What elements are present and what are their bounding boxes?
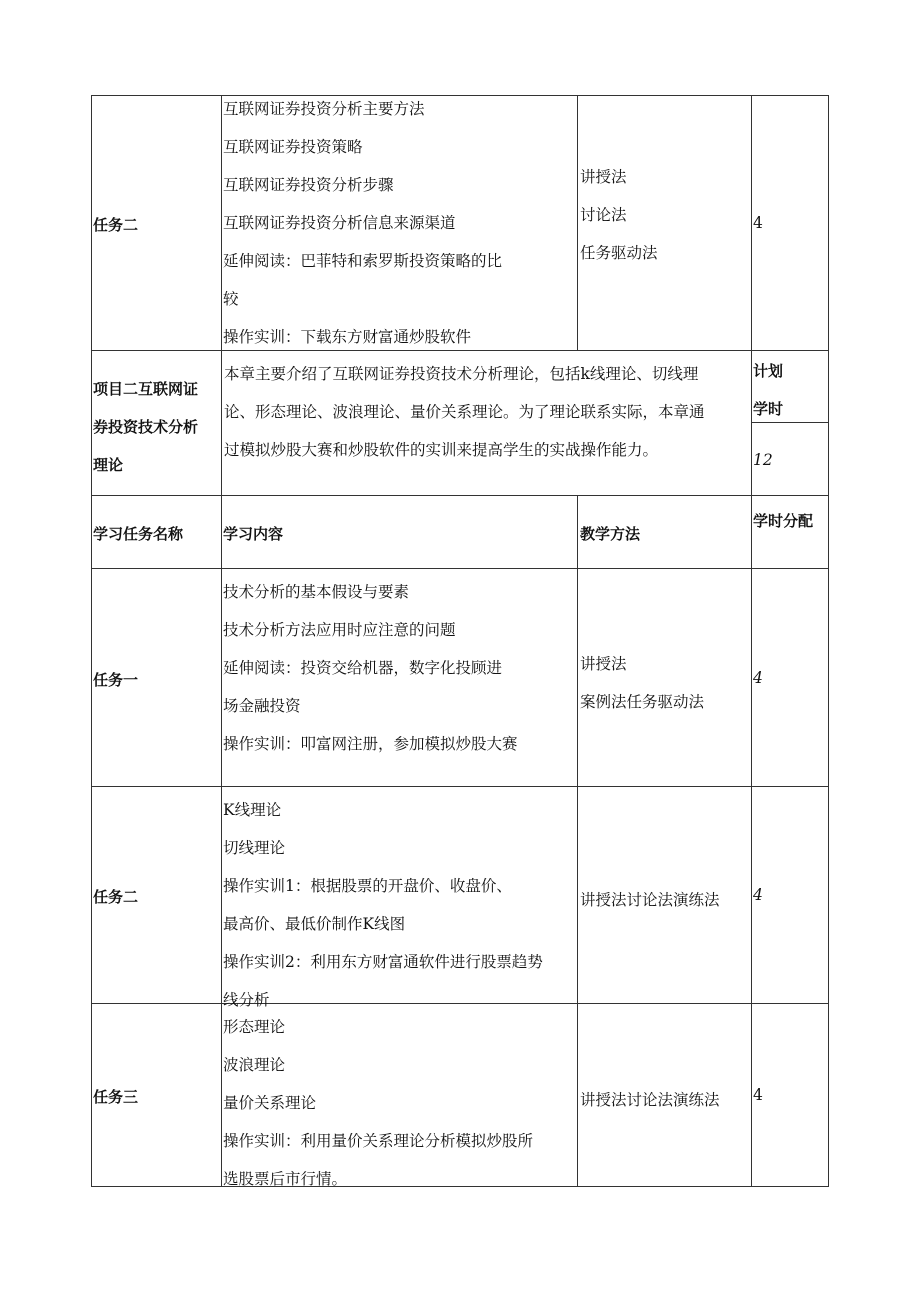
grid-line — [221, 95, 222, 1187]
plan-label-line: 学时 — [753, 400, 784, 418]
task-name-cell: 任务二 — [93, 216, 139, 234]
grid-line — [577, 95, 578, 351]
content-line: 操作实训2：利用东方财富通软件进行股票趋势 — [223, 953, 543, 971]
learning-content-cell — [223, 791, 543, 1019]
task-name-cell: 任务一 — [93, 671, 139, 689]
header-task-name: 学习任务名称 — [93, 525, 184, 543]
content-line: 操作实训1：根据股票的开盘价、收盘价、 — [223, 877, 512, 895]
teaching-method-cell — [580, 1081, 720, 1119]
task-name-cell: 任务二 — [93, 888, 139, 906]
content-line: 最高价、最低价制作K线图 — [223, 915, 406, 933]
content-line: 线分析 — [223, 991, 270, 1009]
grid-line — [91, 95, 92, 1187]
content-line: 互联网证券投资分析主要方法 — [223, 100, 425, 118]
plan-label-line: 计划 — [753, 362, 784, 380]
method-line: 讲授法讨论法演练法 — [580, 891, 720, 909]
method-line: 任务驱动法 — [580, 244, 658, 262]
grid-line — [751, 95, 752, 1187]
teaching-method-cell — [580, 158, 658, 272]
content-line: 技术分析方法应用时应注意的问题 — [223, 621, 456, 639]
method-line: 案例法任务驱动法 — [580, 693, 705, 711]
method-line: 讨论法 — [580, 206, 627, 224]
method-line: 讲授法 — [580, 655, 627, 673]
content-line: 互联网证券投资分析信息来源渠道 — [223, 214, 456, 232]
hours-cell: 4 — [753, 886, 763, 904]
content-line: 操作实训：叩富网注册，参加模拟炒股大赛 — [223, 735, 518, 753]
content-line: 波浪理论 — [223, 1056, 286, 1074]
content-line: 切线理论 — [223, 839, 286, 857]
plan-hours-value: 12 — [753, 451, 773, 469]
teaching-method-cell — [580, 645, 704, 721]
header-hours: 学时分配 — [753, 512, 814, 530]
project-title-cell — [93, 370, 198, 484]
header-method: 教学方法 — [580, 525, 641, 543]
header-content: 学习内容 — [223, 525, 284, 543]
plan-hours-label — [753, 352, 783, 428]
content-line: 技术分析的基本假设与要素 — [223, 583, 410, 601]
description-line: 过模拟炒股大赛和炒股软件的实训来提高学生的实战操作能力。 — [224, 441, 659, 459]
content-line: 操作实训：利用量价关系理论分析模拟炒股所 — [223, 1132, 534, 1150]
description-line: 本章主要介绍了互联网证券投资技术分析理论，包括k线理论、切线理 — [224, 365, 699, 383]
content-line: K线理论 — [223, 801, 282, 819]
grid-line — [577, 495, 578, 1187]
content-line: 操作实训：下载东方财富通炒股软件 — [223, 328, 472, 346]
project-title-line: 券投资技术分析 — [93, 418, 199, 436]
content-line: 延伸阅读：巴菲特和索罗斯投资策略的比 — [223, 252, 503, 270]
project-title-line: 项目二互联网证 — [93, 380, 199, 398]
content-line: 较 — [223, 290, 239, 308]
project-title-line: 理论 — [93, 456, 124, 474]
content-line: 选股票后市行情。 — [223, 1170, 348, 1188]
grid-line — [91, 786, 829, 787]
hours-cell: 4 — [753, 1086, 763, 1104]
hours-cell: 4 — [753, 669, 763, 687]
grid-line — [91, 568, 829, 569]
learning-content-cell — [223, 573, 518, 763]
teaching-method-cell — [580, 881, 720, 919]
hours-cell: 4 — [753, 214, 763, 232]
content-line: 互联网证券投资分析步骤 — [223, 176, 394, 194]
learning-content-cell — [223, 1008, 533, 1198]
project-description-cell — [224, 355, 751, 469]
content-line: 延伸阅读：投资交给机器，数字化投顾进 — [223, 659, 503, 677]
content-line: 互联网证券投资策略 — [223, 138, 363, 156]
method-line: 讲授法 — [580, 168, 627, 186]
grid-line — [91, 495, 829, 496]
content-line: 量价关系理论 — [223, 1094, 317, 1112]
learning-content-cell — [223, 90, 502, 356]
content-line: 场金融投资 — [223, 697, 301, 715]
description-line: 论、形态理论、波浪理论、量价关系理论。为了理论联系实际，本章通 — [224, 403, 705, 421]
grid-line — [828, 95, 829, 1187]
content-line: 形态理论 — [223, 1018, 286, 1036]
method-line: 讲授法讨论法演练法 — [580, 1091, 720, 1109]
task-name-cell: 任务三 — [93, 1088, 139, 1106]
